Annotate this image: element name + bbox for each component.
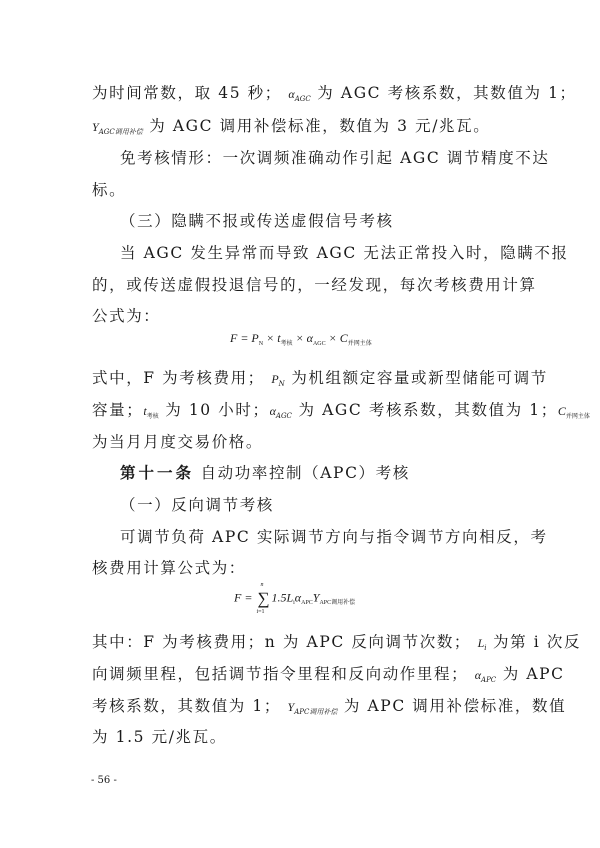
- text-span: 为 AGC 考核系数，其数值为 1；: [298, 401, 558, 419]
- text-line: 为 1.5 元/兆瓦。: [92, 728, 227, 746]
- text-line: 公式为：: [92, 307, 161, 325]
- text-span: 为 APC 调用补偿标准，数值: [343, 697, 567, 715]
- math-subscript: APC: [481, 676, 497, 684]
- text-line: 核费用计算公式为：: [92, 559, 246, 577]
- math-symbol: Y: [287, 700, 295, 714]
- text-line: [92, 664, 565, 687]
- formula-subscript: 考核: [280, 341, 293, 347]
- text-line: 为当月月度交易价格。: [92, 433, 264, 451]
- math-subscript: AGC调用补偿: [98, 128, 143, 136]
- text-line: 的，或传送虚假投退信号的，一经发现，每次考核费用计算: [92, 276, 537, 294]
- formula-part: F = P: [230, 331, 259, 345]
- text-span: 为机组额定容量或新型储能可调节: [291, 369, 548, 387]
- math-subscript: i: [484, 644, 487, 652]
- formula-part: × α: [292, 331, 313, 345]
- text-span: 其中：F 为考核费用；n 为 APC 反向调节次数；: [92, 633, 472, 651]
- math-symbol: L: [477, 636, 485, 650]
- math-subscript: AGC: [294, 95, 311, 103]
- math-symbol: Y: [92, 120, 99, 134]
- formula-apc-reverse: [234, 582, 356, 615]
- math-symbol: C: [557, 404, 566, 418]
- formula-subscript: APC调用补偿: [319, 600, 356, 607]
- formula-subscript: AGC: [312, 341, 326, 347]
- text-span: 为 APC: [502, 665, 565, 683]
- math-subscript: 考核: [146, 413, 159, 420]
- page-number: - 56 -: [91, 775, 117, 786]
- math-symbol: α: [288, 87, 295, 101]
- math-symbol: P: [271, 372, 279, 386]
- text-span: 为 AGC 考核系数，其数值为 1；: [317, 84, 577, 102]
- text-span: 向调频里程，包括调节指令里程和反向动作里程；: [92, 665, 469, 683]
- formula-subscript: N: [258, 341, 264, 347]
- sigma-symbol: ∑: [257, 589, 270, 608]
- text-line: 标。: [92, 181, 127, 199]
- summation-lower: i=1: [256, 609, 265, 615]
- formula-part: F =: [234, 590, 253, 605]
- text-span: 为 10 小时；: [165, 401, 270, 419]
- text-span: 为 AGC 调用补偿标准，数值为 3 元/兆瓦。: [149, 117, 491, 135]
- section-heading: （三）隐瞒不报或传送虚假信号考核: [120, 212, 394, 230]
- formula-apc-agc: [230, 331, 372, 346]
- summation: [255, 582, 271, 615]
- text-span: 考核系数，其数值为 1；: [92, 697, 281, 715]
- section-heading: （一）反向调节考核: [120, 496, 274, 514]
- text-line: [92, 400, 590, 424]
- formula-part: × t: [263, 331, 281, 345]
- math-symbol: α: [474, 668, 482, 682]
- text-line: [92, 632, 581, 655]
- math-subscript: AGC: [275, 412, 292, 420]
- formula-part: α: [294, 590, 302, 605]
- text-line: [92, 368, 548, 391]
- text-span: 容量；: [92, 401, 144, 419]
- math-subscript: 并网主体: [565, 413, 590, 420]
- formula-part: 1.5L: [271, 590, 294, 605]
- article-number: 第十一条: [120, 463, 195, 482]
- text-span: 式中，F 为考核费用；: [92, 369, 265, 387]
- formula-part: × C: [325, 331, 348, 345]
- text-line: 可调节负荷 APC 实际调节方向与指令调节方向相反，考: [120, 528, 548, 546]
- math-subscript: APC调用补偿: [294, 708, 338, 716]
- text-line: [92, 116, 490, 139]
- summation-upper: n: [260, 582, 264, 588]
- text-line: 当 AGC 发生异常而导致 AGC 无法正常投入时，隐瞒不报: [120, 244, 569, 262]
- formula-part: Y: [312, 590, 320, 605]
- text-line: [92, 83, 577, 106]
- math-subscript: N: [278, 380, 285, 388]
- formula-subscript: i: [293, 600, 295, 607]
- math-symbol: t: [143, 404, 147, 418]
- text-line: 免考核情形：一次调频准确动作引起 AGC 调节精度不达: [120, 149, 550, 167]
- text-span: 为第 i 次反: [493, 633, 582, 651]
- formula-subscript: APC: [301, 600, 313, 607]
- text-line: [92, 696, 566, 719]
- formula-subscript: 并网主体: [347, 341, 372, 347]
- article-title: 自动功率控制（APC）考核: [200, 464, 410, 482]
- math-symbol: α: [269, 404, 276, 418]
- text-span: 为时间常数，取 45 秒；: [92, 84, 282, 102]
- article-heading: [120, 463, 410, 483]
